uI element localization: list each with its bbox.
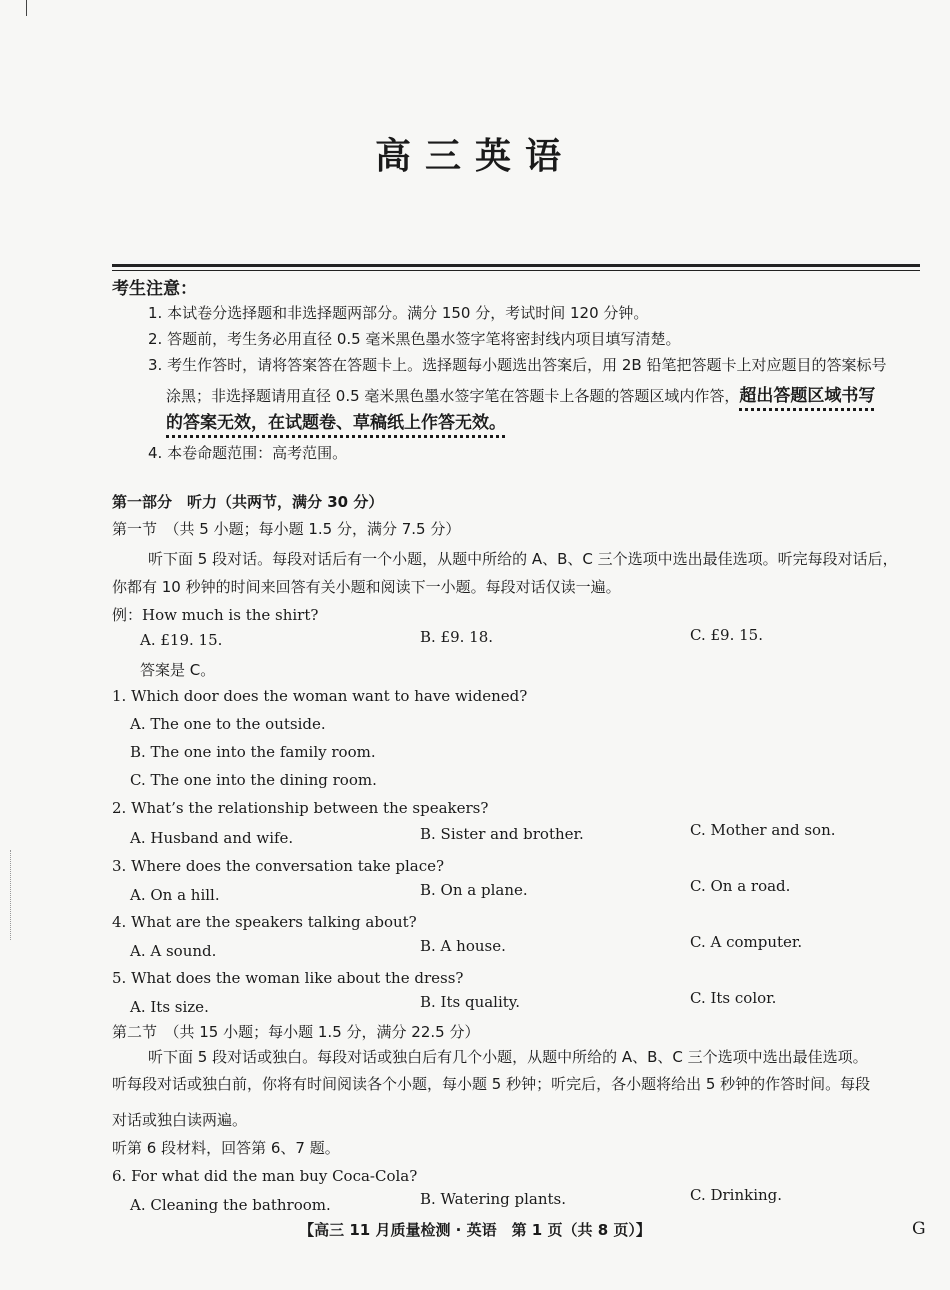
q3-option-b: B. On a plane. bbox=[420, 881, 528, 899]
notice-item-1: 1. 本试卷分选择题和非选择题两部分。满分 150 分，考试时间 120 分钟。 bbox=[148, 304, 649, 322]
q6-option-a: A. Cleaning the bathroom. bbox=[130, 1196, 331, 1214]
section2-instructions-1: 听下面 5 段对话或独白。每段对话或独白后有几个小题，从题中所给的 A、B、C 三个选项中选出最佳选项。 bbox=[148, 1048, 868, 1066]
example-option-c: C. £9. 15. bbox=[690, 626, 763, 644]
notice-item-3: 3. 考生作答时，请将答案答在答题卡上。选择题每小题选出答案后，用 2B 铅笔把答题卡上对应题目的答案标号 bbox=[148, 356, 887, 374]
header-rule-thin bbox=[112, 270, 920, 271]
q1-option-a: A. The one to the outside. bbox=[130, 715, 326, 733]
q3-option-a: A. On a hill. bbox=[130, 886, 220, 904]
question-3: 3. Where does the conversation take place? bbox=[112, 857, 445, 875]
q6-option-b: B. Watering plants. bbox=[420, 1190, 567, 1208]
example-option-b: B. £9. 18. bbox=[420, 628, 494, 646]
question-2: 2. What’s the relationship between the speakers? bbox=[112, 799, 489, 817]
section2-heading: 第二节 （共 15 小题；每小题 1.5 分，满分 22.5 分） bbox=[112, 1023, 480, 1041]
q1-option-b: B. The one into the family room. bbox=[130, 743, 376, 761]
page-footer: 【高三 11 月质量检测 · 英语 第 1 页（共 8 页）】 bbox=[299, 1221, 651, 1239]
question-4: 4. What are the speakers talking about? bbox=[112, 913, 417, 931]
notice-item-4: 4. 本卷命题范围：高考范围。 bbox=[148, 444, 348, 462]
q2-option-c: C. Mother and son. bbox=[690, 821, 836, 839]
q4-option-b: B. A house. bbox=[420, 937, 506, 955]
page-title: 高三英语 bbox=[374, 136, 575, 177]
section2-instructions-3: 对话或独白读两遍。 bbox=[112, 1111, 248, 1129]
example-answer: 答案是 C。 bbox=[140, 661, 216, 679]
notice-heading: 考生注意： bbox=[112, 279, 197, 299]
notice-item-2: 2. 答题前，考生务必用直径 0.5 毫米黑色墨水签字笔将密封线内项目填写清楚。 bbox=[148, 330, 681, 348]
top-tick-mark bbox=[26, 0, 27, 16]
example-option-a: A. £19. 15. bbox=[140, 631, 223, 649]
material-intro: 听第 6 段材料，回答第 6、7 题。 bbox=[112, 1139, 340, 1157]
margin-marks bbox=[10, 850, 41, 940]
notice-item-3-cont bbox=[166, 381, 875, 406]
q4-option-a: A. A sound. bbox=[130, 942, 217, 960]
q5-option-c: C. Its color. bbox=[690, 989, 777, 1007]
q2-option-a: A. Husband and wife. bbox=[130, 829, 294, 847]
notice-emphasis-b: 的答案无效，在试题卷、草稿纸上作答无效。 bbox=[166, 413, 506, 433]
q6-option-c: C. Drinking. bbox=[690, 1186, 783, 1204]
q2-option-b: B. Sister and brother. bbox=[420, 825, 584, 843]
section1-instructions-2: 你都有 10 秒钟的时间来回答有关小题和阅读下一小题。每段对话仅读一遍。 bbox=[112, 578, 621, 596]
header-rule bbox=[112, 264, 920, 267]
section1-heading: 第一节 （共 5 小题；每小题 1.5 分，满分 7.5 分） bbox=[112, 520, 461, 538]
question-5: 5. What does the woman like about the dress? bbox=[112, 969, 464, 987]
example-question: 例：How much is the shirt? bbox=[112, 606, 319, 624]
q1-option-c: C. The one into the dining room. bbox=[130, 771, 377, 789]
q5-option-b: B. Its quality. bbox=[420, 993, 521, 1011]
corner-mark: G bbox=[912, 1219, 926, 1239]
notice-emphasis-a: 超出答题区域书写 bbox=[739, 386, 876, 406]
q4-option-c: C. A computer. bbox=[690, 933, 803, 951]
question-6: 6. For what did the man buy Coca-Cola? bbox=[112, 1167, 418, 1185]
q5-option-a: A. Its size. bbox=[130, 998, 209, 1016]
question-1: 1. Which door does the woman want to have widened? bbox=[112, 687, 528, 705]
q3-option-c: C. On a road. bbox=[690, 877, 791, 895]
notice-item-3-text: 涂黑；非选择题请用直径 0.5 毫米黑色墨水签字笔在答题卡上各题的答题区域内作答， bbox=[166, 387, 740, 405]
part1-heading: 第一部分 听力（共两节，满分 30 分） bbox=[112, 493, 384, 511]
section1-instructions-1: 听下面 5 段对话。每段对话后有一个小题，从题中所给的 A、B、C 三个选项中选出最佳选项。听完每段对话后， bbox=[148, 550, 898, 568]
section2-instructions-2: 听每段对话或独白前，你将有时间阅读各个小题，每小题 5 秒钟；听完后，各小题将给出 5 秒钟的作答时间。每段 bbox=[112, 1075, 871, 1093]
